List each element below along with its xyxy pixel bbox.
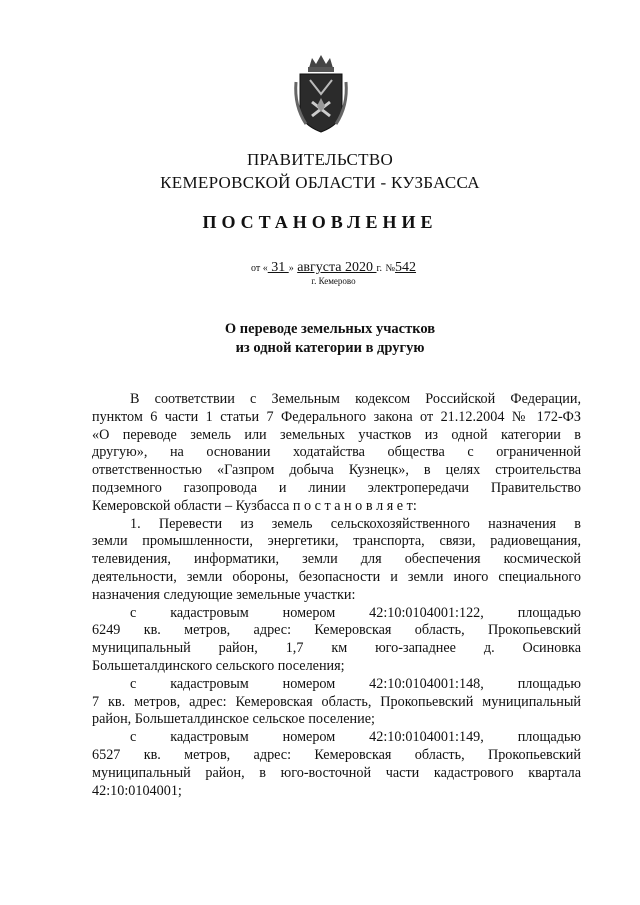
body-line: назначения следующие земельные участки:	[92, 586, 356, 603]
body-line: с кадастровым номером 42:10:0104001:122, площадью	[130, 604, 581, 621]
body-line: «О переводе земель или земельных участков из одной категории в	[92, 426, 581, 443]
from-prefix: от «	[250, 263, 268, 274]
body-line: с кадастровым номером 42:10:0104001:148, площадью	[130, 675, 581, 692]
date-day-close: »	[288, 263, 294, 274]
body-line: другую», на основании ходатайства общества с ограниченной	[92, 444, 581, 461]
body-line: район, Большеталдинское сельское поселение;	[92, 711, 375, 728]
body-line: 6527 кв. метров, адрес: Кемеровская область, Прокопьевский	[92, 746, 581, 763]
date-day: 31	[267, 260, 289, 275]
number-sign: №	[385, 263, 396, 274]
kuzbass-coat-of-arms-icon	[292, 54, 350, 134]
body-line: подземного газопровода и линии электропередачи Правительство	[92, 479, 581, 496]
body-line: деятельности, земли обороны, безопасности и земли иного специального	[92, 568, 581, 585]
body-line: Кемеровской области – Кузбасса п о с т а н о в л я е т:	[92, 497, 417, 514]
body-line: пунктом 6 части 1 статьи 7 Федерального закона от 21.12.2004 № 172-ФЗ	[92, 408, 581, 425]
body-line: Большеталдинского сельского поселения;	[92, 657, 345, 674]
document-number: 542	[395, 260, 417, 275]
body-line: телевидения, информатики, земли для обеспечения космической	[92, 551, 581, 568]
body-line: В соответствии с Земельным кодексом Российской Федерации,	[130, 391, 581, 407]
body-line: 42:10:0104001;	[92, 782, 182, 799]
body-line: 1. Перевести из земель сельскохозяйственного назначения в	[130, 515, 581, 532]
document-date-number-line	[0, 260, 640, 276]
document-city: г. Кемерово	[311, 276, 356, 286]
year-suffix: г.	[376, 263, 382, 274]
date-month-year: августа 2020	[297, 260, 377, 275]
subject-line2: из одной категории в другую	[235, 340, 425, 356]
body-line: ответственностью «Газпром добыча Кузнецк», в целях строительства	[92, 462, 581, 479]
body-line: земли промышленности, энергетики, транспорта, связи, радиовещания,	[92, 533, 581, 550]
body-line: 7 кв. метров, адрес: Кемеровская область, Прокопьевский муниципальный	[92, 693, 581, 710]
document-body	[92, 391, 581, 800]
body-line: с кадастровым номером 42:10:0104001:149, площадью	[130, 729, 581, 746]
body-line: муниципальный район, в юго-восточной части кадастрового квартала	[92, 764, 581, 781]
government-title-line1: ПРАВИТЕЛЬСТВО	[246, 150, 394, 169]
body-line: муниципальный район, 1,7 км юго-западнее д. Осиновка	[92, 640, 581, 657]
subject-line1: О переводе земельных участков	[224, 321, 436, 337]
body-line: 6249 кв. метров, адрес: Кемеровская область, Прокопьевский	[92, 622, 581, 639]
document-type-title: ПОСТАНОВЛЕНИЕ	[202, 212, 438, 232]
government-title-line2: КЕМЕРОВСКОЙ ОБЛАСТИ - КУЗБАССА	[160, 173, 480, 192]
